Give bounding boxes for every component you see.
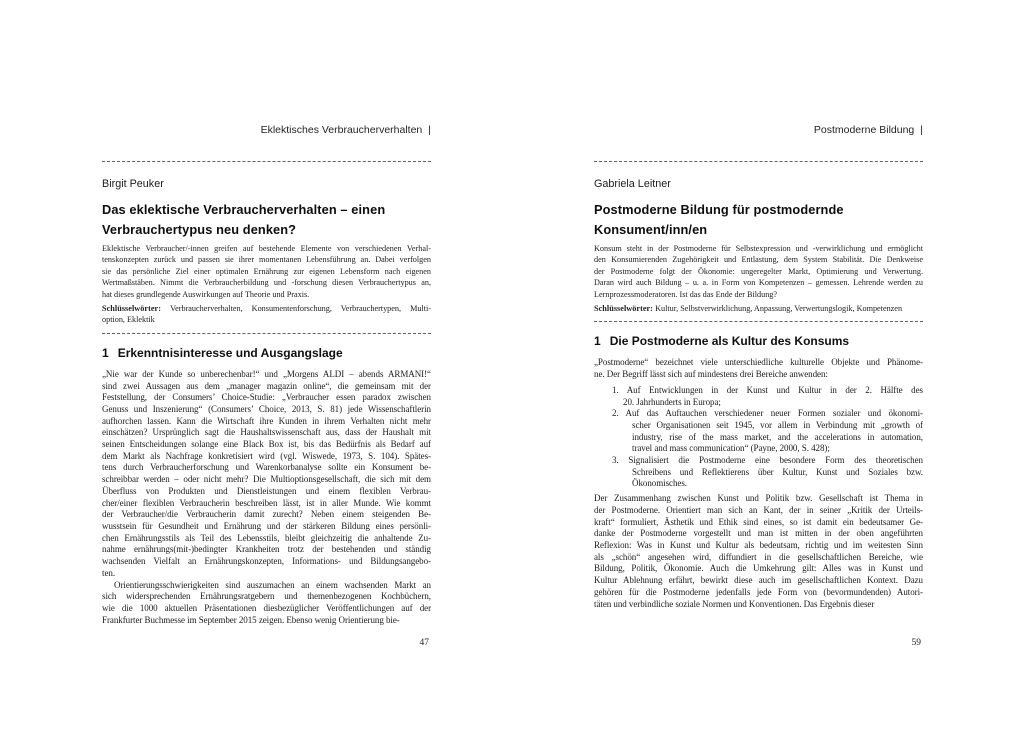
- paragraph: [594, 357, 923, 380]
- text-line: sind zwei Aussagen aus dem „manager magazin online“, die gemeinsam mit der: [102, 380, 431, 391]
- text-line: den Konsumierenden Zugehörigkeit und Entlastung, dem System Stabilität. Die Denkweise: [594, 255, 923, 265]
- text-line: tenskonzepten zurück und passen sie ihrer momentanen Lebensführung an. Dabei verfolgen: [102, 255, 431, 265]
- paragraph: [594, 493, 923, 610]
- text-line: Konsum steht in der Postmoderne für Selbstexpression und -verwirklichung und ermöglicht: [594, 244, 923, 253]
- text-line: schreibbar werden – oder nicht mehr? Die Multioptionsgesellschaft, die sich mit dem: [102, 474, 431, 485]
- keywords-line: option, Eklektik: [102, 315, 155, 325]
- text-line: „Nie war der Kunde so unberechenbar!“ und „Morgens ALDI – abends ARMANI!“: [102, 368, 431, 379]
- text-line: hat dieses grundlegende Auswirkungen auf Theorie und Praxis.: [102, 289, 310, 299]
- section-heading: [102, 345, 431, 362]
- section-number: 1: [594, 334, 601, 349]
- list-item: [594, 385, 923, 408]
- text-line: ne. Der Begriff lässt sich auf mindestens drei Bereiche anwenden:: [594, 369, 828, 380]
- text-line: gehören für die Postmoderne jedenfalls jede Form von (bevormundenden) Autori-: [594, 586, 923, 597]
- running-head-text: Eklektisches Verbraucherverhalten: [260, 124, 423, 136]
- section-divider: [594, 321, 923, 322]
- text-line: travel and mass communication“ (Payne, 2000, S. 428);: [632, 443, 830, 454]
- text-line: 2. Auf das Auftauchen verschiedener neuer Formen sozialer und ökonomi-: [612, 408, 923, 419]
- text-line: seinen Entscheidungen solange eine Black Box ist, bis das Bedürfnis als Bedarf auf: [102, 439, 431, 450]
- text-line: 3. Signalisiert die Postmoderne eine besondere Form des theoretischen: [612, 455, 923, 466]
- text-line: aufhorchen lassen. Kann die Wirtschaft ihre Kunden in ihrem Verhalten nicht mehr: [102, 415, 431, 426]
- text-line: täten und verbindliche soziale Normen und Konventionen. Das Ergebnis dieser: [594, 598, 875, 609]
- text-line: Das eklektische Verbraucherverhalten – einen: [102, 202, 386, 217]
- author: Gabriela Leitner: [594, 178, 671, 190]
- text-line: einschätzen? Ursprünglich sagt die Haushaltswissenschaft aus, dass der Haushalt mit: [102, 427, 431, 438]
- page-number: 47: [419, 638, 429, 648]
- running-head-separator: |: [428, 124, 431, 136]
- page-left: [102, 0, 431, 700]
- text-line: als „schön“ angesehen wird, diffundiert in die gesellschaftlichen Bereiche, wie: [594, 551, 923, 562]
- text-line: der Postmoderne folgt der Ökonomie: ungeregelter Markt, Optimierung und Verwertung.: [594, 266, 923, 276]
- section-title: Erkenntnisinteresse und Ausgangslage: [117, 345, 343, 360]
- text-line: wachsenden Vielfalt an Ernährungskonzepten, Informations- und Bildungsangebo-: [102, 556, 431, 567]
- text-line: Reflexion: Was in Kunst und Kultur als bedeutsam, richtig und im weitesten Sinn: [594, 539, 923, 550]
- text-line: Wertmaßstäben. Nimmt die Verbraucherbildung und -forschung diesen Verbrauchertypus an,: [102, 278, 431, 288]
- text-line: sich widersprechenden Ernährungsratgebern und themenbezogenen Kochbüchern,: [102, 591, 431, 602]
- list-item: [594, 408, 923, 455]
- article-title: [102, 200, 431, 239]
- text-line: wie die 1000 aktuellen Präsentationen diesbezüglicher Veröffentlichungen auf der: [102, 602, 431, 613]
- numbered-list: [594, 385, 923, 490]
- text-line: nahme ernährungs(mit-)bedingter Krankheiten trotz der bestehenden und ständig: [102, 544, 431, 555]
- text-line: Kultur Ablehnung erfährt, bewirkt diese auch im gesellschaftlichen Kontext. Dazu: [594, 575, 923, 586]
- text-line: Schreibens und Reflektierens über Kultur, Kunst und Soziales bzw.: [632, 466, 923, 477]
- text-line: Konsument/inn/en: [594, 221, 708, 237]
- text-line: 20. Jahrhunderts in Europa;: [623, 396, 721, 407]
- section-divider: [102, 333, 431, 334]
- text-line: danke der Postmoderne vorgestellt und man ist mitten in der oben angeführten: [594, 528, 923, 539]
- header-divider: [594, 161, 923, 162]
- keywords: [594, 303, 923, 314]
- text-line: der Postmoderne. Orientiert man sich an Kant, der in seiner „Kritik der Urteils-: [594, 504, 923, 515]
- text-line: Ökonomisches.: [632, 478, 687, 489]
- page-right: [594, 0, 923, 700]
- article-title: [594, 200, 923, 239]
- text-line: Frankfurter Buchmesse im September 2015 zeigen. Ebenso wenig Orientierung bie-: [102, 614, 400, 625]
- text-line: Genuss und Inszenierung“ (Consumers’ Choice, 2013, S. 81) jede Wissenschaftlerin: [102, 403, 431, 414]
- text-line: kraft“ formuliert, Ästhetik und Ethik sind eines, so ist damit ein bedeutsamer Ge-: [594, 516, 923, 527]
- text-line: sie das persönliche Ziel einer optimalen Ernährung zur eigenen Lebensform nach eigenen: [102, 266, 431, 276]
- keywords-label: Schlüsselwörter:: [102, 304, 171, 314]
- text-line: wusstsein für Gesundheit und Ernährung und der stärkeren Bildung eines persönli-: [102, 520, 431, 531]
- text-line: tens durch Verbraucherforschung und Warenkorbanalyse sollte ein Konsument be-: [102, 462, 431, 473]
- text-line: scher Organisationen seit 1945, vor allem in Verbindung mit „growth of: [632, 419, 923, 430]
- text-line: ten.: [102, 567, 116, 578]
- body-text: [102, 369, 431, 626]
- keywords-line: Schlüsselwörter: Verbraucherverhalten, Konsumentenforschung, Verbrauchertypen, Multi-: [102, 304, 432, 314]
- paragraph: [102, 580, 431, 627]
- keywords-line: Schlüsselwörter: Kultur, Selbstverwirklichung, Anpassung, Verwertungslogik, Kompetenzen: [594, 304, 903, 314]
- header-divider: [102, 161, 431, 162]
- text-line: „Postmoderne“ bezeichnet viele unterschiedliche kulturelle Objekte und Phänome-: [594, 357, 923, 368]
- keywords-label: Schlüsselwörter:: [594, 304, 656, 314]
- abstract: [594, 243, 923, 300]
- text-line: Feststellung, der Consumers’ Choice-Studie: „Verbraucher essen paradox zwischen: [102, 392, 431, 403]
- paragraph: [102, 369, 431, 580]
- text-line: Der Zusammenhang zwischen Kunst und Politik bzw. Gesellschaft ist Thema in: [594, 493, 923, 504]
- text-line: Bildung, Politik, Ökonomie. Auch die Umkehrung gilt: Alles was in Kunst und: [594, 563, 923, 574]
- body-text: [594, 357, 923, 610]
- keywords: [102, 303, 431, 326]
- text-line: der Verbraucher/die Verbraucherin damit zurecht? Neben einem steigenden Be-: [102, 509, 431, 520]
- text-line: dem Markt als Nachfrage konkretisiert wird (vgl. Wiswede, 1973, S. 104). Spätes-: [102, 450, 431, 461]
- text-line: Verbrauchertypus neu denken?: [102, 221, 297, 237]
- page-number: 59: [911, 638, 921, 648]
- abstract: [102, 243, 431, 300]
- text-line: chen Ernährungsstils als Teil des Lebensstils, bleibt gleichzeitig die anhaltende Zu-: [102, 532, 431, 543]
- section-title: Die Postmoderne als Kultur des Konsums: [609, 334, 850, 349]
- running-head-text: Postmoderne Bildung: [813, 124, 915, 136]
- running-head: [594, 123, 923, 137]
- section-heading: [594, 333, 923, 350]
- running-head: [102, 123, 431, 137]
- text-line: Lernprozessmoderatoren. Ist das das Ende der Bildung?: [594, 289, 778, 299]
- text-line: Orientierungsschwierigkeiten sind auszumachen an einem wachsenden Markt an: [114, 579, 431, 590]
- section-number: 1: [102, 345, 109, 360]
- text-line: industry, rise of the mass market, and the accelerations in automation,: [632, 431, 923, 442]
- text-line: Überfluss von Produkten und Dienstleistungen und einem flexiblen Verbrau-: [102, 485, 431, 496]
- text-line: Postmoderne Bildung für postmodernde: [594, 202, 844, 217]
- text-line: Eklektische Verbraucher/-innen greifen auf bestehende Elemente von verschiedenen Verhal-: [102, 244, 431, 253]
- text-line: Daran wird auch Bildung – u. a. in Form von Kompetenzen – gemessen. Lehrende werden zu: [594, 278, 923, 288]
- text-line: 1. Auf Entwicklungen in der Kunst und Kultur in der 2. Hälfte des: [612, 384, 923, 395]
- list-item: [594, 455, 923, 490]
- text-line: cher/einer flexiblen Verbraucherin beschreiben lässt, ist in aller Munde. Wie kommt: [102, 497, 431, 508]
- running-head-separator: |: [920, 124, 923, 136]
- author: Birgit Peuker: [102, 178, 164, 190]
